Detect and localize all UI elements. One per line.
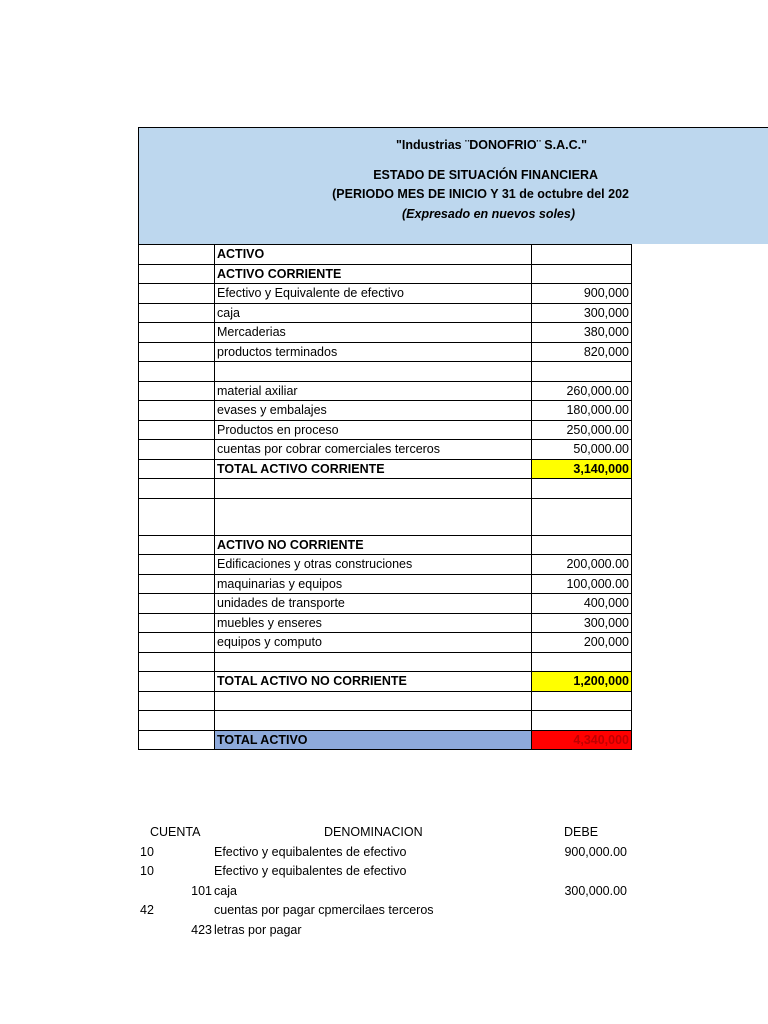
balance-row-label: muebles y enseres xyxy=(215,613,532,633)
ledger-cuenta: 10 xyxy=(140,864,154,878)
balance-row-value: 50,000.00 xyxy=(532,440,632,460)
ledger-section xyxy=(138,823,638,940)
statement-units: (Expresado en nuevos soles) xyxy=(402,207,575,221)
balance-row-value xyxy=(532,711,632,731)
balance-row-label: equipos y computo xyxy=(215,633,532,653)
ledger-denominacion: letras por pagar xyxy=(214,922,302,937)
balance-row-code-cell xyxy=(139,264,215,284)
ledger-row xyxy=(138,862,638,882)
balance-row xyxy=(139,303,632,323)
balance-row-label: unidades de transporte xyxy=(215,594,532,614)
balance-row xyxy=(139,652,632,672)
balance-row-value xyxy=(532,691,632,711)
balance-row xyxy=(139,401,632,421)
balance-row-value: 200,000.00 xyxy=(532,555,632,575)
balance-row xyxy=(139,633,632,653)
balance-row-code-cell xyxy=(139,711,215,731)
balance-row-label xyxy=(215,711,532,731)
balance-row-code-cell xyxy=(139,459,215,479)
ledger-header-debe: DEBE xyxy=(564,825,599,839)
balance-row xyxy=(139,479,632,499)
balance-row-label: caja xyxy=(215,303,532,323)
balance-row-label: productos terminados xyxy=(215,342,532,362)
balance-row-code-cell xyxy=(139,498,215,535)
balance-row-code-cell xyxy=(139,440,215,460)
balance-row-value: 100,000.00 xyxy=(532,574,632,594)
balance-row-label xyxy=(215,479,532,499)
balance-row-value: 400,000 xyxy=(532,594,632,614)
balance-row-value: 1,200,000 xyxy=(532,672,632,692)
balance-row-value: 4,340,000 xyxy=(532,730,632,750)
ledger-row xyxy=(138,921,638,941)
balance-row-label: Productos en proceso xyxy=(215,420,532,440)
balance-row-code-cell xyxy=(139,730,215,750)
balance-row-code-cell xyxy=(139,381,215,401)
balance-row-value: 3,140,000 xyxy=(532,459,632,479)
ledger-cuenta: 10 xyxy=(140,844,154,859)
balance-row xyxy=(139,264,632,284)
statement-period: (PERIODO MES DE INICIO Y 31 de octubre del 202 xyxy=(332,187,629,201)
balance-row xyxy=(139,245,632,265)
balance-row-value xyxy=(532,362,632,382)
ledger-subcuenta: 101 xyxy=(191,883,212,898)
balance-row xyxy=(139,323,632,343)
ledger-header-cuenta: CUENTA xyxy=(150,825,201,839)
balance-row-value: 250,000.00 xyxy=(532,420,632,440)
balance-row-value xyxy=(532,245,632,265)
balance-row-code-cell xyxy=(139,594,215,614)
company-name: "Industrias ¨DONOFRIO¨ S.A.C." xyxy=(395,138,587,152)
balance-row-label: ACTIVO xyxy=(215,245,532,265)
balance-row-code-cell xyxy=(139,652,215,672)
ledger-denominacion: Efectivo y equibalentes de efectivo xyxy=(214,844,407,859)
balance-row-value xyxy=(532,652,632,672)
balance-row-code-cell xyxy=(139,691,215,711)
statement-title: ESTADO DE SITUACIÓN FINANCIERA xyxy=(373,168,598,182)
balance-row-label: Efectivo y Equivalente de efectivo xyxy=(215,284,532,304)
balance-row-label: TOTAL ACTIVO xyxy=(215,730,532,750)
ledger-debe: 900,000.00 xyxy=(564,844,627,859)
balance-row-label: cuentas por cobrar comerciales terceros xyxy=(215,440,532,460)
ledger-denominacion: cuentas por pagar cpmercilaes terceros xyxy=(214,903,434,917)
balance-row-label xyxy=(215,691,532,711)
ledger-header-denominacion: DENOMINACION xyxy=(324,825,423,839)
balance-row-label: ACTIVO NO CORRIENTE xyxy=(215,535,532,555)
balance-row xyxy=(139,594,632,614)
balance-row xyxy=(139,555,632,575)
balance-row-value: 820,000 xyxy=(532,342,632,362)
balance-row-value: 300,000 xyxy=(532,613,632,633)
balance-row-label xyxy=(215,498,532,535)
balance-row-value: 180,000.00 xyxy=(532,401,632,421)
balance-row xyxy=(139,420,632,440)
balance-row-label xyxy=(215,652,532,672)
balance-row xyxy=(139,730,632,750)
ledger-row xyxy=(138,901,638,921)
ledger-debe: 300,000.00 xyxy=(564,883,627,898)
balance-row-value: 900,000 xyxy=(532,284,632,304)
balance-row xyxy=(139,459,632,479)
balance-row-value: 260,000.00 xyxy=(532,381,632,401)
balance-row-label: material axiliar xyxy=(215,381,532,401)
balance-row-value xyxy=(532,479,632,499)
ledger-row xyxy=(138,882,638,902)
balance-row-code-cell xyxy=(139,672,215,692)
ledger-denominacion: Efectivo y equibalentes de efectivo xyxy=(214,864,407,878)
balance-row-code-cell xyxy=(139,535,215,555)
balance-row-label: TOTAL ACTIVO NO CORRIENTE xyxy=(215,672,532,692)
balance-row xyxy=(139,613,632,633)
balance-row-code-cell xyxy=(139,284,215,304)
balance-row xyxy=(139,535,632,555)
balance-row xyxy=(139,381,632,401)
balance-row-code-cell xyxy=(139,613,215,633)
balance-row-value xyxy=(532,535,632,555)
balance-row xyxy=(139,711,632,731)
statement-header xyxy=(138,127,768,244)
balance-row xyxy=(139,672,632,692)
balance-row-value: 200,000 xyxy=(532,633,632,653)
balance-row-code-cell xyxy=(139,420,215,440)
balance-row-value: 380,000 xyxy=(532,323,632,343)
balance-row-code-cell xyxy=(139,303,215,323)
balance-row-label: evases y embalajes xyxy=(215,401,532,421)
balance-row xyxy=(139,574,632,594)
ledger-header-row xyxy=(138,823,638,843)
balance-row-code-cell xyxy=(139,362,215,382)
ledger-subcuenta: 423 xyxy=(191,922,212,937)
balance-row-label: Edificaciones y otras construciones xyxy=(215,555,532,575)
ledger-cuenta: 42 xyxy=(140,903,154,917)
balance-row xyxy=(139,498,632,535)
balance-row xyxy=(139,284,632,304)
balance-row-value: 300,000 xyxy=(532,303,632,323)
ledger-denominacion: caja xyxy=(214,883,237,898)
balance-row-label xyxy=(215,362,532,382)
balance-row-code-cell xyxy=(139,479,215,499)
balance-row-code-cell xyxy=(139,342,215,362)
balance-row-code-cell xyxy=(139,633,215,653)
balance-row-label: maquinarias y equipos xyxy=(215,574,532,594)
balance-row xyxy=(139,691,632,711)
balance-row-label: ACTIVO CORRIENTE xyxy=(215,264,532,284)
ledger-row xyxy=(138,843,638,863)
balance-row-label: TOTAL ACTIVO CORRIENTE xyxy=(215,459,532,479)
balance-sheet-table xyxy=(138,244,632,750)
balance-row-value xyxy=(532,264,632,284)
balance-row xyxy=(139,362,632,382)
balance-row-code-cell xyxy=(139,245,215,265)
balance-row-code-cell xyxy=(139,401,215,421)
balance-row xyxy=(139,440,632,460)
balance-row-value xyxy=(532,498,632,535)
balance-row-code-cell xyxy=(139,574,215,594)
balance-row-code-cell xyxy=(139,555,215,575)
balance-row-code-cell xyxy=(139,323,215,343)
balance-row xyxy=(139,342,632,362)
balance-row-label: Mercaderias xyxy=(215,323,532,343)
